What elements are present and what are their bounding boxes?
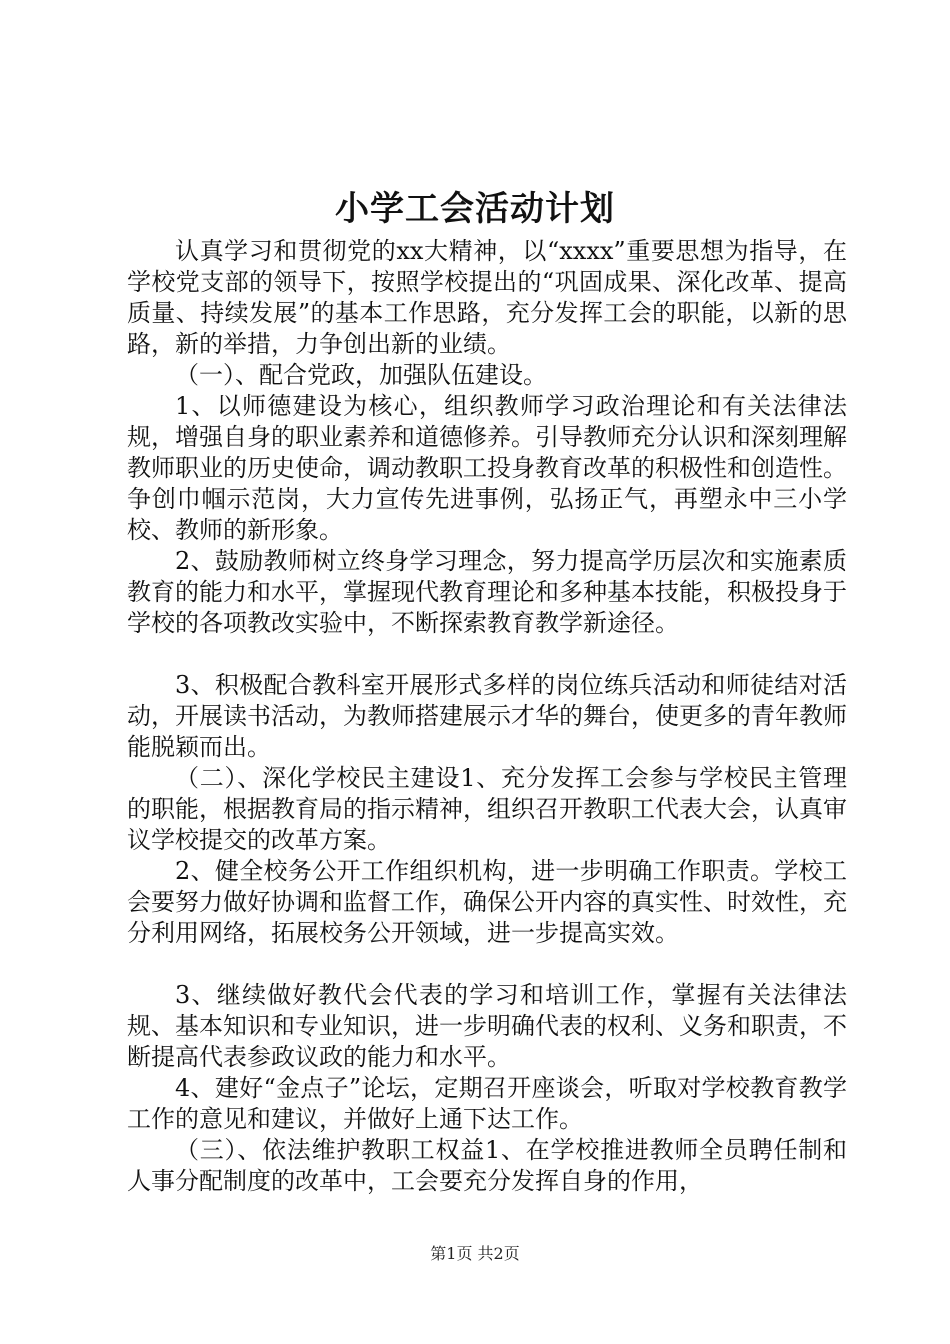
paragraph-2-4: 4、建好“金点子”论坛，定期召开座谈会，听取对学校教育教学工作的意见和建议，并做好上通下达工作。 bbox=[127, 1074, 847, 1133]
paragraph-intro: 认真学习和贯彻党的xx大精神，以“xxxx”重要思想为指导，在学校党支部的领导下，按照学校提出的“巩固成果、深化改革、提高质量、持续发展”的基本工作思路，充分发挥工会的职能，以新的思路，新的举措，力争创出新的业绩。 bbox=[127, 237, 847, 358]
paragraph-2-2: 2、健全校务公开工作组织机构，进一步明确工作职责。学校工会要努力做好协调和监督工作，确保公开内容的真实性、时效性，充分利用网络，拓展校务公开领域，进一步提高实效。 bbox=[127, 857, 847, 947]
section-heading-3: （三）、依法维护教职工权益1、在学校推进教师全员聘任制和人事分配制度的改革中，工会要充分发挥自身的作用， bbox=[127, 1136, 847, 1195]
paragraph-2-3: 3、继续做好教代会代表的学习和培训工作，掌握有关法律法规、基本知识和专业知识，进一步明确代表的权利、义务和职责，不断提高代表参政议政的能力和水平。 bbox=[127, 981, 847, 1071]
page-number-footer: 第1页 共2页 bbox=[430, 1244, 520, 1263]
paragraph-1-2: 2、鼓励教师树立终身学习理念，努力提高学历层次和实施素质教育的能力和水平，掌握现代教育理论和多种基本技能，积极投身于学校的各项教改实验中，不断探索教育教学新途径。 bbox=[127, 547, 847, 637]
document-body bbox=[127, 236, 847, 1197]
section-heading-1: （一）、配合党政，加强队伍建设。 bbox=[175, 361, 547, 389]
paragraph-1-3: 3、积极配合教科室开展形式多样的岗位练兵活动和师徒结对活动，开展读书活动，为教师搭建展示才华的舞台，使更多的青年教师能脱颖而出。 bbox=[127, 671, 847, 761]
document-title: 小学工会活动计划 bbox=[335, 189, 615, 229]
paragraph-1-1: 1、以师德建设为核心，组织教师学习政治理论和有关法律法规，增强自身的职业素养和道德修养。引导教师充分认识和深刻理解教师职业的历史使命，调动教职工投身教育改革的积极性和创造性。争创巾帼示范岗，大力宣传先进事例，弘扬正气，再塑永中三小学校、教师的新形象。 bbox=[127, 392, 847, 544]
section-heading-2: （二）、深化学校民主建设1、充分发挥工会参与学校民主管理的职能，根据教育局的指示精神，组织召开教职工代表大会，认真审议学校提交的改革方案。 bbox=[127, 764, 847, 854]
